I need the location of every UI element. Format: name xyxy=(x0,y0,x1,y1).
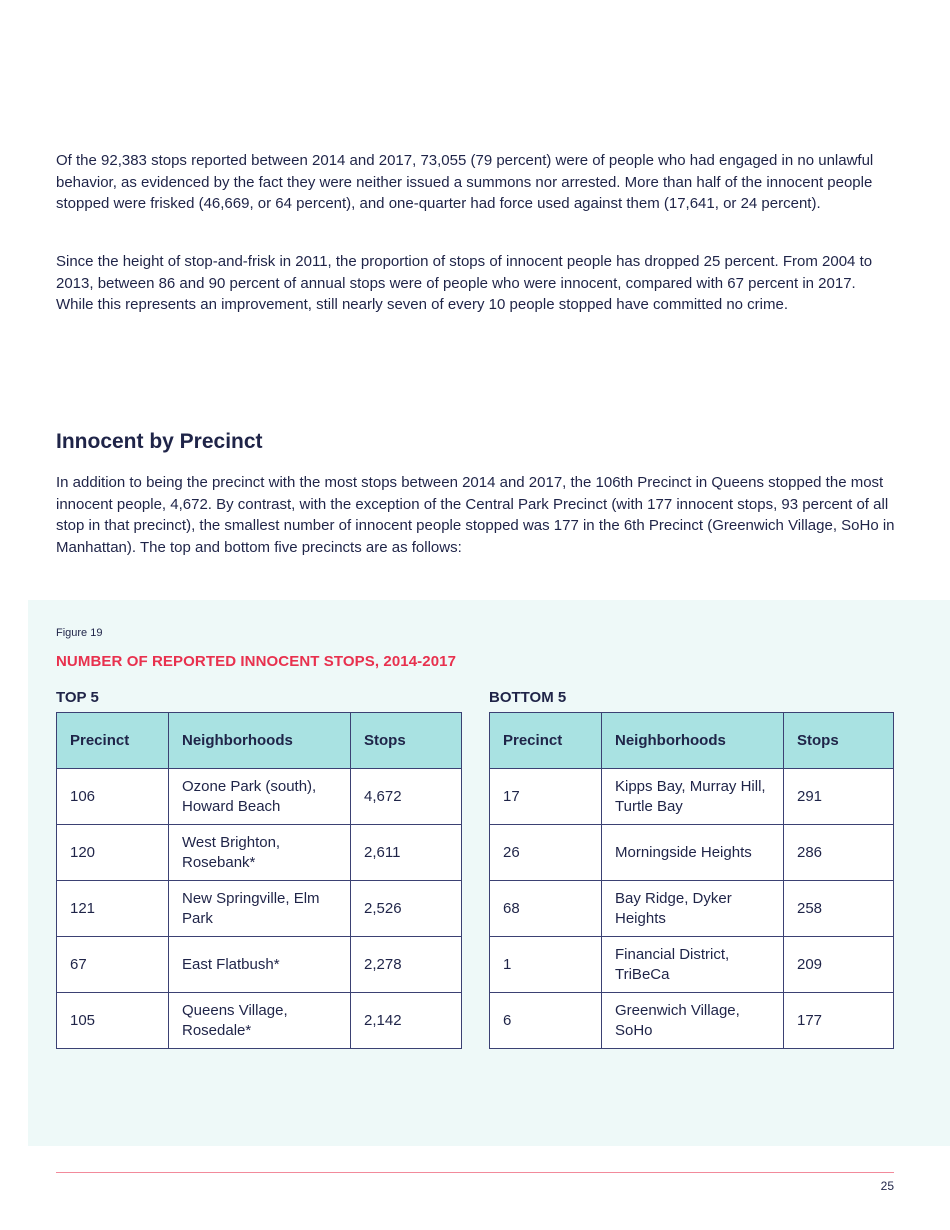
header-stops: Stops xyxy=(784,713,894,769)
header-neighborhoods: Neighborhoods xyxy=(169,713,351,769)
stops-cell: 2,278 xyxy=(351,937,462,993)
neighborhoods-cell: Queens Village, Rosedale* xyxy=(169,993,351,1049)
figure-label: Figure 19 xyxy=(56,627,103,639)
table-header-row xyxy=(490,713,894,769)
table-row xyxy=(57,937,462,993)
footer-divider xyxy=(56,1172,894,1173)
stops-cell: 291 xyxy=(784,769,894,825)
precinct-cell: 26 xyxy=(490,825,602,881)
top5-label: TOP 5 xyxy=(56,689,99,706)
figure-title: NUMBER OF REPORTED INNOCENT STOPS, 2014-2017 xyxy=(56,653,457,670)
neighborhoods-cell: Greenwich Village, SoHo xyxy=(602,993,784,1049)
precinct-cell: 105 xyxy=(57,993,169,1049)
header-neighborhoods: Neighborhoods xyxy=(602,713,784,769)
table-row xyxy=(490,769,894,825)
header-stops: Stops xyxy=(351,713,462,769)
table-row xyxy=(57,769,462,825)
stops-cell: 2,142 xyxy=(351,993,462,1049)
stops-cell: 177 xyxy=(784,993,894,1049)
top5-table xyxy=(56,712,462,1049)
neighborhoods-cell: Kipps Bay, Murray Hill, Turtle Bay xyxy=(602,769,784,825)
stops-cell: 2,526 xyxy=(351,881,462,937)
precinct-cell: 120 xyxy=(57,825,169,881)
neighborhoods-cell: West Brighton, Rosebank* xyxy=(169,825,351,881)
precinct-cell: 17 xyxy=(490,769,602,825)
body-paragraph-1: Of the 92,383 stops reported between 2014 and 2017, 73,055 (79 percent) were of people who had engaged in no unlawful behavior, as evidenced by the fact they were neither issued a summons nor arrested. More than half of the innocent people stopped were frisked (46,669, or 64 percent), and one-quarter had force used against them (17,641, or 24 percent). xyxy=(56,152,874,213)
table-row xyxy=(490,937,894,993)
section-paragraph: In addition to being the precinct with the most stops between 2014 and 2017, the 106th Precinct in Queens stopped the most innocent people, 4,672. By contrast, with the exception of the Central Park Precinct (with 177 innocent stops, 93 percent of all stop in that precinct), the smallest number of innocent people stopped was 177 in the 6th Precinct (Greenwich Village, SoHo in Manhattan). The top and bottom five precincts are as follows: xyxy=(56,474,895,557)
neighborhoods-cell: New Springville, Elm Park xyxy=(169,881,351,937)
stops-cell: 286 xyxy=(784,825,894,881)
header-precinct: Precinct xyxy=(57,713,169,769)
precinct-cell: 67 xyxy=(57,937,169,993)
table-row xyxy=(490,825,894,881)
precinct-cell: 106 xyxy=(57,769,169,825)
precinct-cell: 68 xyxy=(490,881,602,937)
table-row xyxy=(57,993,462,1049)
header-precinct: Precinct xyxy=(490,713,602,769)
bottom5-label: BOTTOM 5 xyxy=(489,689,567,706)
table-row xyxy=(490,993,894,1049)
page-number: 25 xyxy=(880,1179,894,1193)
neighborhoods-cell: Financial District, TriBeCa xyxy=(602,937,784,993)
table-row xyxy=(57,825,462,881)
neighborhoods-cell: East Flatbush* xyxy=(169,937,351,993)
stops-cell: 2,611 xyxy=(351,825,462,881)
bottom5-table xyxy=(489,712,894,1049)
section-title: Innocent by Precinct xyxy=(56,430,263,453)
neighborhoods-cell: Morningside Heights xyxy=(602,825,784,881)
table-row xyxy=(490,881,894,937)
precinct-cell: 121 xyxy=(57,881,169,937)
body-paragraph-2: Since the height of stop-and-frisk in 2011, the proportion of stops of innocent people has dropped 25 percent. From 2004 to 2013, between 86 and 90 percent of annual stops were of people who were innocent, compared with 67 percent in 2017. While this represents an improvement, still nearly seven of every 10 people stopped have committed no crime. xyxy=(56,253,873,314)
table-row xyxy=(57,881,462,937)
table-header-row xyxy=(57,713,462,769)
stops-cell: 4,672 xyxy=(351,769,462,825)
stops-cell: 258 xyxy=(784,881,894,937)
precinct-cell: 6 xyxy=(490,993,602,1049)
neighborhoods-cell: Ozone Park (south), Howard Beach xyxy=(169,769,351,825)
stops-cell: 209 xyxy=(784,937,894,993)
neighborhoods-cell: Bay Ridge, Dyker Heights xyxy=(602,881,784,937)
precinct-cell: 1 xyxy=(490,937,602,993)
